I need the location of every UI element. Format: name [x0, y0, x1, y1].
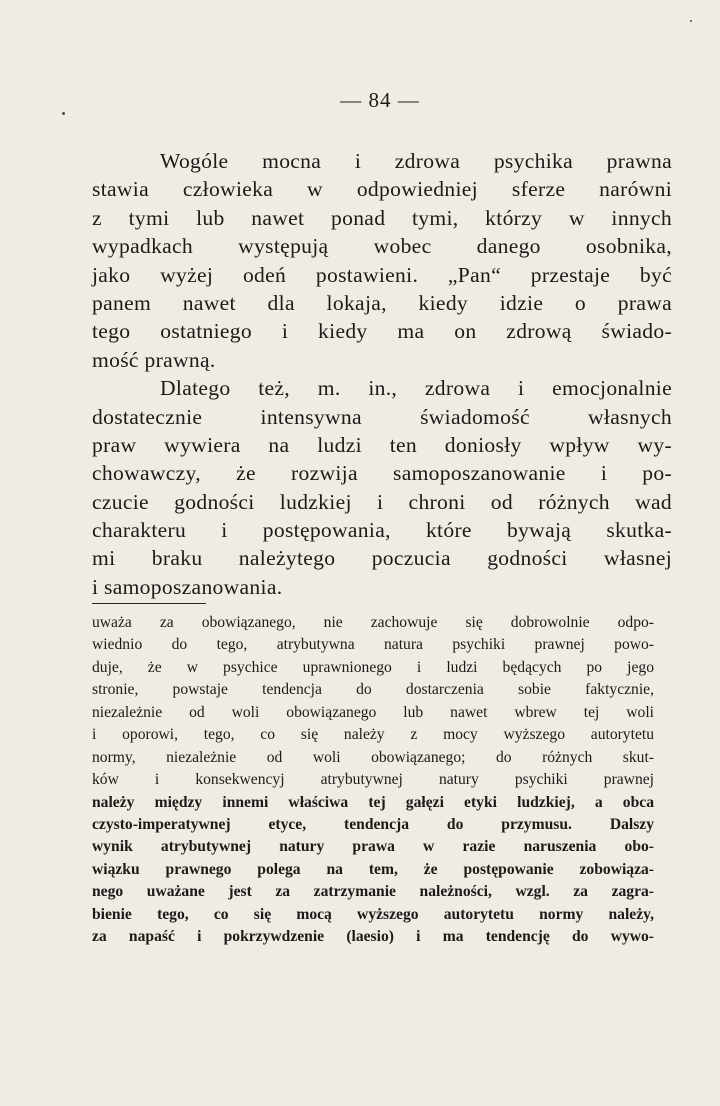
text-line: mi braku należytego poczucia godności własnej: [92, 546, 672, 571]
footnote-line: nego uważane jest za zatrzymanie należności, wzgl. za zagra-: [92, 883, 654, 901]
footnote-line: ków i konsekwencyj atrybutywnej natury psychiki prawnej: [92, 771, 654, 789]
text-line: panem nawet dla lokaja, kiedy idzie o prawa: [92, 290, 672, 315]
paper-speck: [690, 20, 692, 22]
footnote-line: duje, że w psychice uprawnionego i ludzi będących po jego: [92, 658, 654, 676]
footnote-line: za napaść i pokrzywdzenie (laesio) i ma tendencję do wywo-: [92, 928, 654, 946]
footnote-line: niezależnie od woli obowiązanego lub nawet wbrew tej woli: [92, 703, 654, 721]
footnote-line: i oporowi, tego, co się należy z mocy wyższego autorytetu: [92, 726, 654, 744]
text-line: czucie godności ludzkiej i chroni od różnych wad: [92, 489, 672, 514]
footnote-line: normy, niezależnie od woli obowiązanego; do różnych skut-: [92, 748, 654, 766]
text-line: praw wywiera na ludzi ten doniosły wpływ wy-: [92, 432, 672, 457]
footnote-line: uważa za obowiązanego, nie zachowuje się dobrowolnie odpo-: [92, 614, 654, 631]
footnote-line: wynik atrybutywnej natury prawa w razie naruszenia obo-: [92, 838, 654, 856]
text-line: dostatecznie intensywna świadomość własnych: [92, 404, 672, 429]
text-line: i samoposzanowania.: [92, 574, 283, 599]
text-line: tego ostatniego i kiedy ma on zdrową świado-: [92, 319, 672, 344]
footnote-line: czysto-imperatywnej etyce, tendencja do przymusu. Dalszy: [92, 815, 654, 833]
text-line: wypadkach występują wobec danego osobnika,: [92, 234, 672, 259]
main-text: [92, 147, 672, 601]
footnote-divider: [92, 603, 206, 604]
footnote-line: stronie, powstaje tendencja do dostarczenia sobie faktycznie,: [92, 681, 654, 699]
text-line: charakteru i postępowania, które bywają skutka-: [92, 518, 672, 543]
footnote-line: wiednio do tego, atrybutywna natura psychiki prawnej powo-: [92, 636, 654, 654]
paper-speck: [62, 112, 65, 115]
footnote: [92, 612, 654, 949]
text-line: Wogóle mocna i zdrowa psychika prawna: [160, 149, 672, 173]
text-line: jako wyżej odeń postawieni. „Pan“ przestaje być: [92, 262, 672, 287]
text-line: z tymi lub nawet ponad tymi, którzy w innych: [92, 205, 672, 230]
text-line: chowawczy, że rozwija samoposzanowanie i po-: [92, 461, 672, 486]
footnote-line: wiązku prawnego polega na tem, że postępowanie zobowiąza-: [92, 860, 654, 878]
text-line: Dlatego też, m. in., zdrowa i emocjonalnie: [160, 376, 672, 401]
text-line: stawia człowieka w odpowiedniej sferze narówni: [92, 177, 672, 202]
page-number: — 84 —: [340, 88, 420, 112]
footnote-line: bienie tego, co się mocą wyższego autorytetu normy należy,: [92, 905, 654, 923]
footnote-line: należy między innemi właściwa tej gałęzi etyki ludzkiej, a obca: [92, 793, 654, 811]
text-line: mość prawną.: [92, 347, 216, 372]
